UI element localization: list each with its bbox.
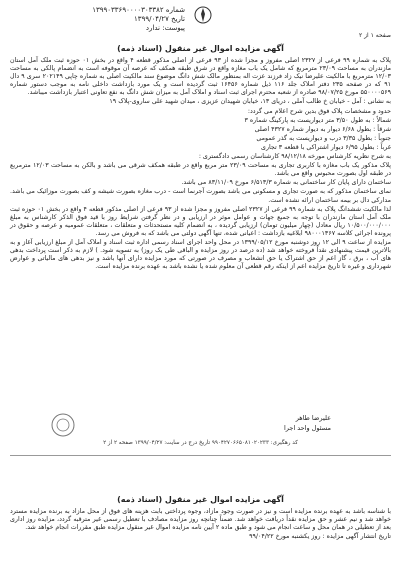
paragraph: غرباً : بطول ۶/۹۵ دیوار اشتراکی با قطعه ۳ تجاری bbox=[261, 143, 391, 151]
paragraph: تاریخ انتشار آگهی مزایده : روز یکشنبه مورخ ۹۹/۰۴/۲۲ bbox=[249, 533, 391, 541]
official-stamp-icon bbox=[50, 412, 76, 438]
paragraph: پلاک مذکور یک باب مغازه با کاربری تجاری به مساحت ۲۳/۰۹ متر مربع واقع در طبقه همکف شرقی می باشد و بالکن به مساحت ۱۲/۰۳ مترمربع در طبقه اول بصورت محبوس واقع می باشد. bbox=[10, 162, 392, 178]
second-notice-body bbox=[10, 508, 391, 541]
paragraph: به شرح نظریه کارشناس مورخه ۹۸/۱۲/۱۸ کارشناسان رسمی دادگستری : bbox=[198, 153, 391, 161]
signature-area bbox=[10, 412, 391, 440]
paragraph: شمالاً : به طول ۳/۵۰ متر دیواریست به پارکینگ شماره ۳ bbox=[244, 116, 391, 124]
letter-attachment: پیوست: ندارد bbox=[145, 24, 185, 32]
paragraph: نمای ساختمان مذکور که به صورت تجاری و مسکونی می باشد بصورت آجرنما است - درب مغازه بصورت شیشه و کف بصورت موزائیک می باشد. مدارکی دال بر بیمه ساختمان ارائه نشده است. bbox=[10, 188, 391, 204]
document-header-meta bbox=[10, 6, 185, 33]
notice-title: آگهی مزایده اموال غیر منقول (اسناد ذمه) bbox=[117, 44, 284, 53]
paragraph: حدود و مشخصات پلاک فوق بدین شرح اعلام می گردد: bbox=[247, 107, 391, 115]
paragraph: شرقاً : بطول ۶/۶۸ دیوار به دیوار شماره ۴۳۲۷ اصلی bbox=[254, 125, 391, 133]
page-indicator: صفحه ۱ از ۲ bbox=[359, 32, 391, 39]
letter-date: تاریخ ۱۳۹۹/۰۴/۲۷ bbox=[134, 15, 185, 23]
page-footer: کد رهگیری: ۹۹۰۴۲۷۰۶۶۵۰۸۱۰۲۰۲۳۳ تاریخ درج در سایت: ۱۳۹۹/۰۴/۲۷ صفحه ۲ از ۲ bbox=[103, 440, 298, 446]
second-notice-title: آگهی مزایده اموال غیر منقول (اسناد ذمه) bbox=[117, 495, 284, 504]
signatory-role: مسئول واحد اجرا bbox=[283, 424, 331, 432]
emblem-icon bbox=[193, 5, 213, 25]
letter-number: شماره ۱۳۹۹۰۳۳۶۹۰۰۰۰۳۰۳۳۸۲ bbox=[92, 6, 185, 14]
paragraph: به نشانی : آمل - خیابان خ طالب آملی ، دریای ۱۳، خیابان شهیدان عزیزی ، میدان شهید علی ساروی-پلاک ۱۹ bbox=[109, 98, 391, 106]
signatory-name: علیرضا طاهر bbox=[295, 414, 331, 422]
section-divider bbox=[10, 455, 391, 456]
paragraph: با شناسه باشد به عهده برنده مزایده است و نیز در صورت وجود مازاد، وجوه پرداختی بابت هزینه های فوق از محل مازاد به برنده مزایده مسترد خواهد شد و نیم عشر و حق مزایده نقداً دریافت خواهد شد. ضمناً چنانچه روز مزایده مصادف با تعطیل رسمی غیر مترقبه گردد، مزایده روز اداری بعد از تعطیلی در همان محل و ساعت انجام می شود و طبق ماده ۲ آیین نامه مزایده اموال غیر منقول مزایده طبق مقررات انجام خواهد شد. bbox=[10, 508, 391, 532]
paragraph: مزایده از ساعت ۹ الی ۱۲ روز دوشنبه مورخ ۱۳۹۹/۰۵/۱۲ در محل واحد اجرای اسناد رسمی اداره ثبت اسناد و املاک آمل از مبلغ ارزیابی آغاز و به بالاترین قیمت پیشنهادی نقداً فروخته خواهد شد (ده درصد در روز مزایده و الباقی طی یک روز) به تسویه شود. ) لازم به ذکر است پرداخت بدهی های آب ، برق ، گاز اعم از حق اشتراک یا حق انشعاب و مصرف در صورتی که مورد مزایده دارای آنها باشد و نیز بدهی های مالیاتی و عوارض شهرداری و غیره تا تاریخ مزایده اعم از اینکه رقم قطعی آن معلوم شده یا نشده باشد به عهده برنده مزایده است. bbox=[10, 238, 391, 271]
paragraph: جنوباً : بطول ۳/۳۵ درب و دیواریست به گذر عمومی bbox=[256, 134, 391, 142]
notice-body bbox=[10, 57, 391, 272]
paragraph: ساختمان دارای پایان کار ساختمانی به شماره ۶/۵۱۳/۳ مورخ ۸۳/۱۱/۰۹ می باشد. bbox=[181, 179, 391, 187]
paragraph: لذا مالکیت ششدانگ پلاک به شماره ۹۹ فرعی از ۲۳۲۷ اصلی مفروز و مجزا شده از ۹۳ فرعی از اصلی مذکور قطعه ۴ واقع در بخش ۰۱ حوزه ثبت ملک آمل استان مازندران با توجه به جمیع جهات و عوامل موثر در ارزیابی و در نظر گرفتن شرایط روز با قید فوق الذکر کارشناس به مبلغ ۱۰/۵۰۰/۰۰۰/۰۰۰ ریال معادل (چهار میلیون تومان) ارزیابی گردیده ، به انضمام کلیه مستحدثات و متعلقات ، متعلقات عمومیه و عرصه و حقوق در پرونده اجرائی کلاسه ۹۸۰۰۰۱۳۶۷ ابلاغیه بازداشت : اعیانی شده، تنها آگهی دولتی می باشد که به فروش می رسد. bbox=[10, 205, 391, 237]
paragraph: پلاک به شماره ۹۹ فرعی از ۲۳۲۷ اصلی مفروز و مجزا شده از ۹۳ فرعی از اصلی مذکور قطعه ۴ واقع در بخش ۰۱ حوزه ثبت ملک آمل استان مازندران به مساحت ۲۳/۰۹ مترمربع که شامل یک باب مغازه واقع در شرق طبقه همکف که عرصه آن موقوفه است به انضمام پالکی به مساحت ۱۲/۰۳ مترمربع با مالکیت علیرضا نیک زاد فرزند عزت اله بمنظور مالک شش دانگ موضوع سند مالکیت اصلی به شماره چاپی ۲۰۲۱۴۹ سری ۹ دال ۹۱ که در صفحه ۲۳۵ دفتر املاک جلد ۱۱۶ ذیل شماره ۱۶۴۵۶ ثبت گردیده است و یک مورد بازداشت داخلی نامه به موجب دستور شماره ۵۵۰۰۰۰۵۶۹ مورخ ۹۸/۰۷/۲۵ صادره از شعبه محترم اجرای ثبت اسناد و املاک آمل به میزان شش دانگ به نفع تعاونی اعتبار بازداشت میباشد. bbox=[10, 57, 392, 97]
